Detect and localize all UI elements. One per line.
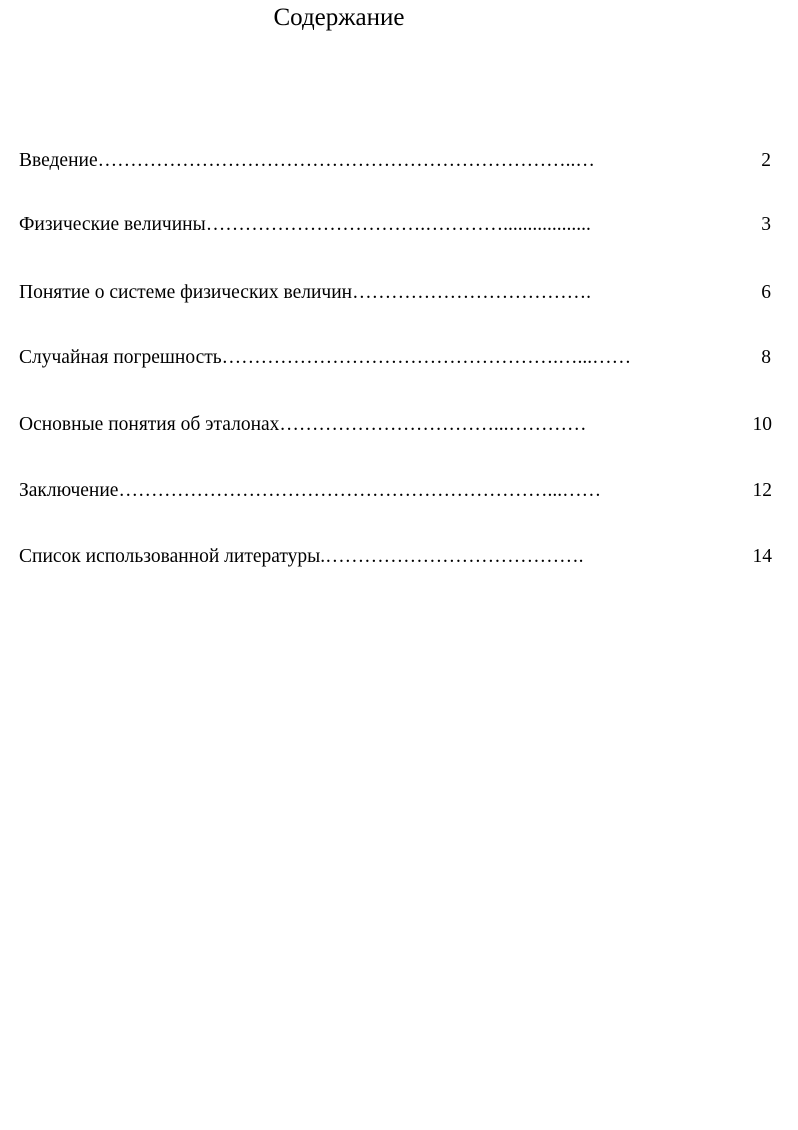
toc-entry-text: Основные понятия об эталонах……………………………...………… — [19, 414, 587, 435]
toc-entry-page-number: 8 — [761, 347, 771, 368]
toc-entry-text: Физические величины…………………………….………….................. — [19, 214, 591, 235]
toc-entry-page-number: 3 — [761, 214, 771, 235]
toc-entry-text: Понятие о системе физических величин………………………………. — [19, 282, 591, 303]
toc-entry-text: Заключение…………………………………………………………...…… — [19, 480, 602, 501]
toc-entry-text: Список использованной литературы.…………………………………. — [19, 546, 584, 567]
toc-entry-page-number: 14 — [752, 546, 772, 567]
toc-entry-page-number: 10 — [752, 414, 772, 435]
toc-entry-page-number: 12 — [752, 480, 772, 501]
toc-entry-introduction — [0, 146, 798, 176]
toc-entry-standards — [0, 410, 798, 440]
toc-entry-page-number: 2 — [761, 150, 771, 171]
toc-entry-random-error — [0, 343, 798, 373]
toc-entry-text: Введение………………………………………………………………..… — [19, 150, 595, 171]
toc-entry-system-of-quantities — [0, 278, 798, 308]
toc-entry-text: Случайная погрешность…………………………………………….…...…… — [19, 347, 632, 368]
page-title: Содержание — [273, 4, 405, 31]
toc-entry-conclusion — [0, 476, 798, 506]
toc-entry-references — [0, 542, 798, 572]
toc-entry-physical-quantities — [0, 210, 798, 240]
toc-entry-page-number: 6 — [761, 282, 771, 303]
